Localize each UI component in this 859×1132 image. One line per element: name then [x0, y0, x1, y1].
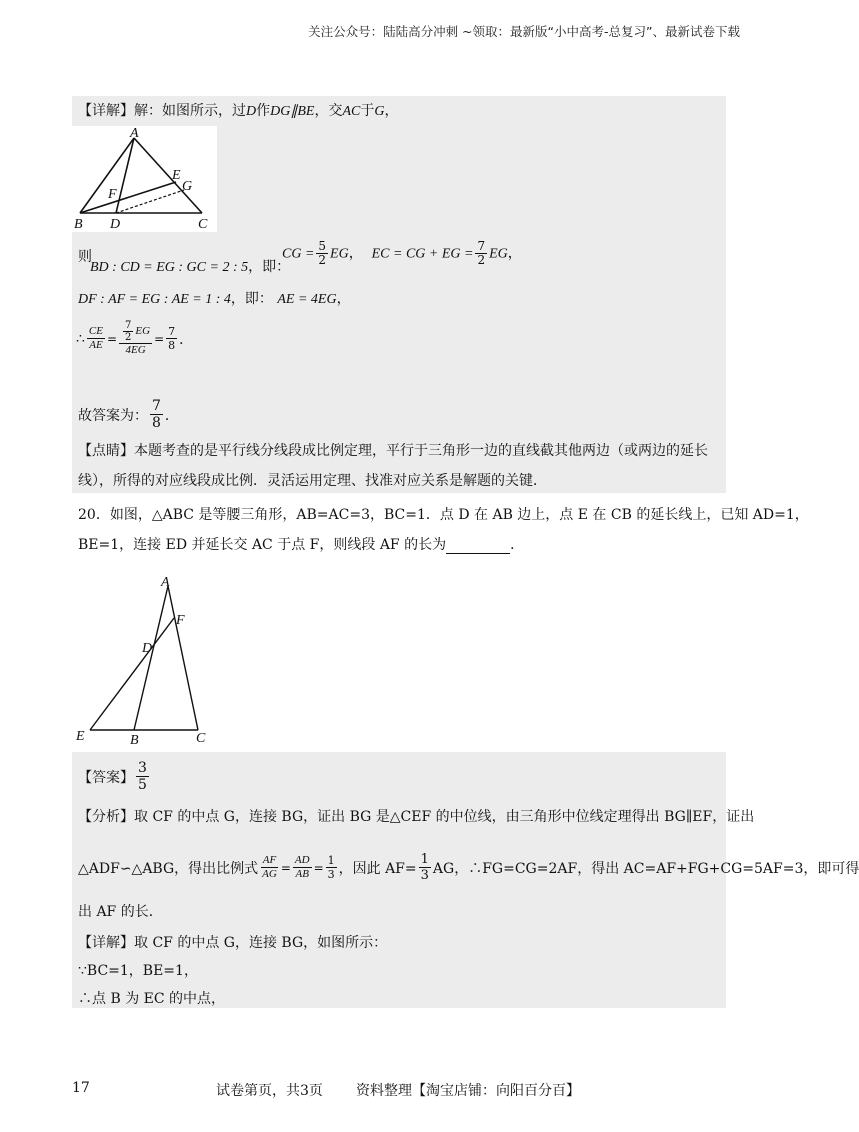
q19-f1-den: AE — [89, 339, 103, 351]
q20-detail-line-2: ∵BC=1，BE=1， — [78, 963, 198, 979]
q19-answer-text: 故答案为： — [78, 407, 148, 424]
q19-detail-label: 【详解】 — [78, 103, 134, 119]
q20-answer-fraction — [136, 760, 149, 793]
q20-analysis-line-2 — [78, 852, 859, 883]
q20-analysis-text-2b: ，因此 AF= — [338, 860, 417, 877]
q19-ec-lhs: EC = CG + EG = — [371, 246, 474, 262]
q20-a-f1-den: AG — [262, 868, 277, 880]
q19-label-e: E — [172, 168, 181, 183]
q19-label-g: G — [182, 179, 193, 194]
footer-source: 资料整理【淘宝店铺：向阳百分百】 — [356, 1083, 580, 1099]
q19-cg-num: 5 — [318, 239, 327, 253]
q19-label-a: A — [130, 126, 139, 141]
footer-page-info: 试卷第页，共3页 — [216, 1083, 323, 1099]
q19-point-g: G — [374, 104, 385, 119]
q20-analysis-text-2a: △ADF∽△ABG，得出比例式 — [78, 860, 259, 877]
q20-answer-label: 【答案】 — [78, 769, 134, 786]
q19-f1-num: CE — [88, 325, 103, 337]
q20-a-f1 — [260, 854, 279, 881]
q20-a-f4 — [419, 852, 431, 883]
q19-answer-period: ． — [164, 407, 179, 424]
q19-f2-inner-frac — [123, 320, 133, 343]
q19-detail-end: ， — [384, 103, 399, 119]
q20-question-line-2 — [78, 536, 524, 554]
q19-ji1: ，即： — [248, 259, 291, 275]
q19-therefore: ∴ — [76, 330, 85, 347]
q19-f2-num — [119, 320, 152, 344]
q19-label-b: B — [74, 217, 83, 232]
q20-a-f1-num: AF — [262, 854, 277, 866]
q20-analysis-line-3: 出 AF 的长． — [78, 904, 163, 920]
q19-answer-num: 7 — [152, 398, 161, 414]
q20-label-c: C — [196, 731, 206, 746]
q20-answer-line — [78, 760, 151, 793]
q19-comment-label: 【点睛】 — [78, 443, 134, 459]
q19-eq2: = — [154, 331, 165, 346]
q20-analysis-text-1: 取 CF 的中点 G，连接 BG，证出 BG 是△CEF 的中位线，由三角形中位线定理得出 BG∥EF，证出 — [134, 809, 755, 825]
q19-segment-ac: AC — [342, 104, 361, 119]
q19-f2-num-eg: EG — [135, 325, 151, 337]
q20-a-f3 — [326, 854, 337, 881]
q20-a-f3-num: 1 — [327, 854, 335, 867]
q19-answer-line — [78, 398, 179, 431]
q19-ratio-line-1 — [90, 258, 290, 277]
q19-comment-text-1: 本题考查的是平行线分线段成比例定理，平行于三角形一边的直线截其他两边（或两边的延长 — [134, 443, 708, 459]
q19-f3-den: 8 — [168, 339, 176, 352]
q19-ji2: ，即： — [230, 291, 273, 307]
q20-question-end: ． — [510, 537, 525, 553]
q19-f3 — [166, 325, 177, 352]
q19-ratio-line-2 — [78, 290, 351, 309]
q20-a-f4-num: 1 — [420, 852, 429, 867]
q19-comment-line-1 — [78, 442, 708, 460]
q20-detail-line-3: ∴点 B 为 EC 的中点， — [78, 991, 226, 1007]
q20-a-f2-den: AB — [295, 868, 309, 880]
q19-cg-den: 2 — [318, 253, 327, 267]
q19-ec-den: 2 — [477, 253, 486, 267]
q19-comment-line-2: 线），所得的对应线段成比例．灵活运用定理、找准对应关系是解题的关键． — [78, 473, 547, 489]
q20-a-f2 — [293, 854, 312, 881]
q19-triangle-figure — [72, 126, 217, 232]
q19-comma1: ， — [348, 245, 363, 262]
q20-analysis-text-2c: AG，∴FG=CG=2AF，得出 AC=AF+FG+CG=5AF=3，即可得 — [432, 860, 859, 877]
q19-comma3: ， — [336, 291, 351, 307]
q19-detail-zuo: 作 — [256, 103, 271, 119]
q19-cg-lhs: CG = — [282, 246, 315, 262]
q19-f2-inner-num: 7 — [125, 320, 132, 331]
q20-triangle-figure — [72, 572, 222, 748]
q19-eq1: = — [106, 331, 118, 346]
q20-label-a: A — [161, 575, 170, 590]
q19-answer-fraction — [150, 398, 163, 431]
q20-detail-line-1 — [78, 934, 387, 952]
q19-cg-eg: EG — [330, 246, 349, 262]
q20-label-f: F — [176, 613, 185, 628]
q19-comma2: ， — [507, 245, 522, 262]
q19-detail-jiao: ，交 — [314, 103, 343, 119]
q20-question-line-1: 20．如图，△ABC 是等腰三角形，AB=AC=3，BC=1．点 D 在 AB 边上，点 E 在 CB 的延长线上，已知 AD=1， — [78, 507, 809, 523]
q20-a-f2-num: AD — [294, 854, 310, 866]
q19-cg-expression — [282, 240, 522, 267]
q19-label-d: D — [110, 217, 121, 232]
q20-a-f3-den: 3 — [327, 868, 335, 881]
q19-ratio2: DF : AF = EG : AE = 1 : 4 — [78, 292, 231, 307]
q19-ze: 则 — [78, 249, 92, 265]
q19-detail-text: 解：如图所示，过 — [134, 103, 246, 119]
q19-detail-yu: 于 — [360, 103, 375, 119]
page-header: 关注公众号：陆陆高分冲刺 ~领取：最新版“小中高考-总复习”、最新试卷下载 — [308, 24, 740, 39]
q20-a-f4-den: 3 — [420, 868, 429, 883]
q20-analysis-label: 【分析】 — [78, 809, 134, 825]
q19-answer-den: 8 — [152, 415, 161, 431]
q20-answer-blank[interactable] — [446, 539, 510, 554]
q20-label-b: B — [130, 733, 139, 748]
q19-label-c: C — [198, 217, 208, 232]
q19-ec-eg: EG — [489, 246, 508, 262]
page-number: 17 — [72, 1080, 90, 1096]
q19-f2 — [119, 320, 152, 357]
q19-ec-fraction — [475, 240, 487, 267]
q19-f3-num: 7 — [168, 325, 176, 338]
q19-ec-num: 7 — [477, 239, 486, 253]
q20-answer-den: 5 — [138, 777, 147, 793]
q19-therefore-expression — [76, 320, 193, 357]
q20-question-text: BE=1，连接 ED 并延长交 AC 于点 F，则线段 AF 的长为 — [78, 537, 447, 553]
q20-answer-num: 3 — [138, 760, 147, 776]
q19-f2-den: 4EG — [125, 344, 146, 356]
q20-a-eq1: = — [280, 860, 291, 875]
q20-detail-label: 【详解】 — [78, 935, 134, 951]
q20-a-eq2: = — [313, 860, 324, 875]
q20-detail-text-1: 取 CF 的中点 G，连接 BG，如图所示： — [134, 935, 388, 951]
q19-label-f: F — [108, 187, 117, 202]
q20-label-d: D — [142, 641, 153, 656]
q19-ae-eq: AE = 4EG — [277, 292, 337, 307]
q20-label-e: E — [76, 729, 85, 744]
q19-f2-inner-den: 2 — [125, 332, 132, 343]
q19-f1 — [87, 325, 105, 352]
q19-point-d: D — [246, 104, 257, 119]
q19-detail-line — [78, 102, 398, 121]
q20-analysis-line-1 — [78, 808, 754, 826]
q19-period1: ． — [179, 331, 194, 348]
q19-ratio1: BD : CD = EG : GC = 2 : 5 — [90, 260, 249, 275]
q19-cg-fraction — [316, 240, 328, 267]
q19-dg-parallel-be: DG∥BE — [270, 104, 315, 119]
